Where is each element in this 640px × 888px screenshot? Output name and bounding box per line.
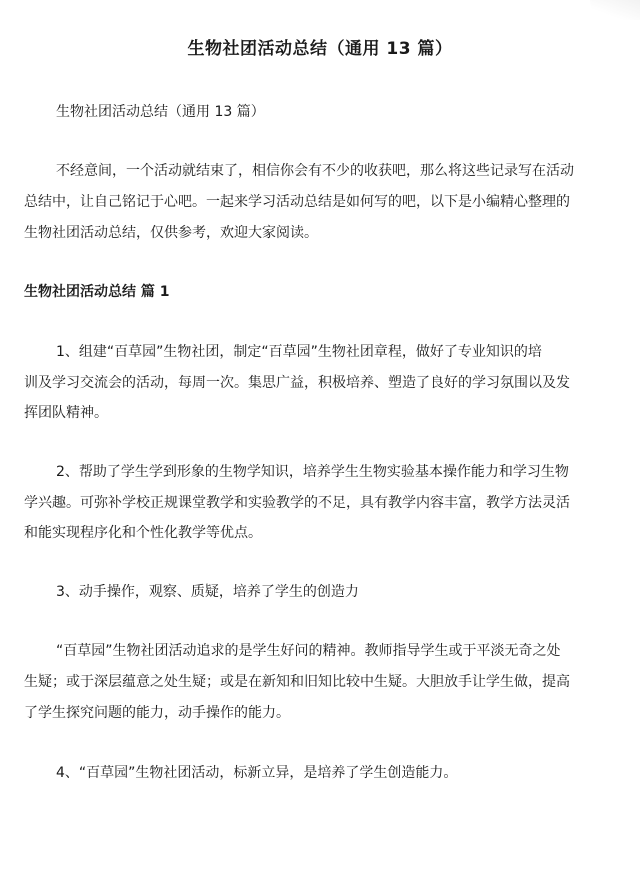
item3-para-line-3: 了学生探究问题的能力，动手操作的能力。	[24, 705, 290, 721]
item1-line-1: 1、组建“百草园”生物社团，制定“百草园”生物社团章程，做好了专业知识的培	[56, 344, 542, 360]
item2-line-1: 2、帮助了学生学到形象的生物学知识，培养学生生物实验基本操作能力和学习生物	[56, 464, 569, 480]
item3-heading: 3、动手操作，观察、质疑，培养了学生的创造力	[56, 584, 359, 600]
item4-line: 4、“百草园”生物社团活动，标新立异，是培养了学生创造能力。	[56, 765, 458, 781]
item2-line-2: 学兴趣。可弥补学校正规课堂教学和实验教学的不足，具有教学内容丰富，教学方法灵活	[24, 495, 570, 511]
intro-line-1: 不经意间，一个活动就结束了，相信你会有不少的收获吧，那么将这些记录写在活动	[56, 163, 574, 179]
item3-para-line-1: “百草园”生物社团活动追求的是学生好问的精神。教师指导学生或于平淡无奇之处	[56, 643, 561, 659]
item2-line-3: 和能实现程序化和个性化教学等优点。	[24, 525, 262, 541]
document-subtitle: 生物社团活动总结（通用 13 篇）	[56, 104, 265, 120]
page-corner-decoration	[590, 0, 640, 20]
item1-line-3: 挥团队精神。	[24, 405, 108, 421]
item1-line-2: 训及学习交流会的活动，每周一次。集思广益，积极培养、塑造了良好的学习氛围以及发	[24, 375, 570, 391]
document-title: 生物社团活动总结（通用 13 篇）	[187, 39, 453, 59]
item3-para-line-2: 生疑；或于深层蕴意之处生疑；或是在新知和旧知比较中生疑。大胆放手让学生做，提高	[24, 674, 570, 690]
intro-line-3: 生物社团活动总结，仅供参考，欢迎大家阅读。	[24, 225, 318, 241]
section-heading: 生物社团活动总结 篇 1	[24, 284, 170, 300]
intro-line-2: 总结中，让自己铭记于心吧。一起来学习活动总结是如何写的吧，以下是小编精心整理的	[24, 194, 570, 210]
